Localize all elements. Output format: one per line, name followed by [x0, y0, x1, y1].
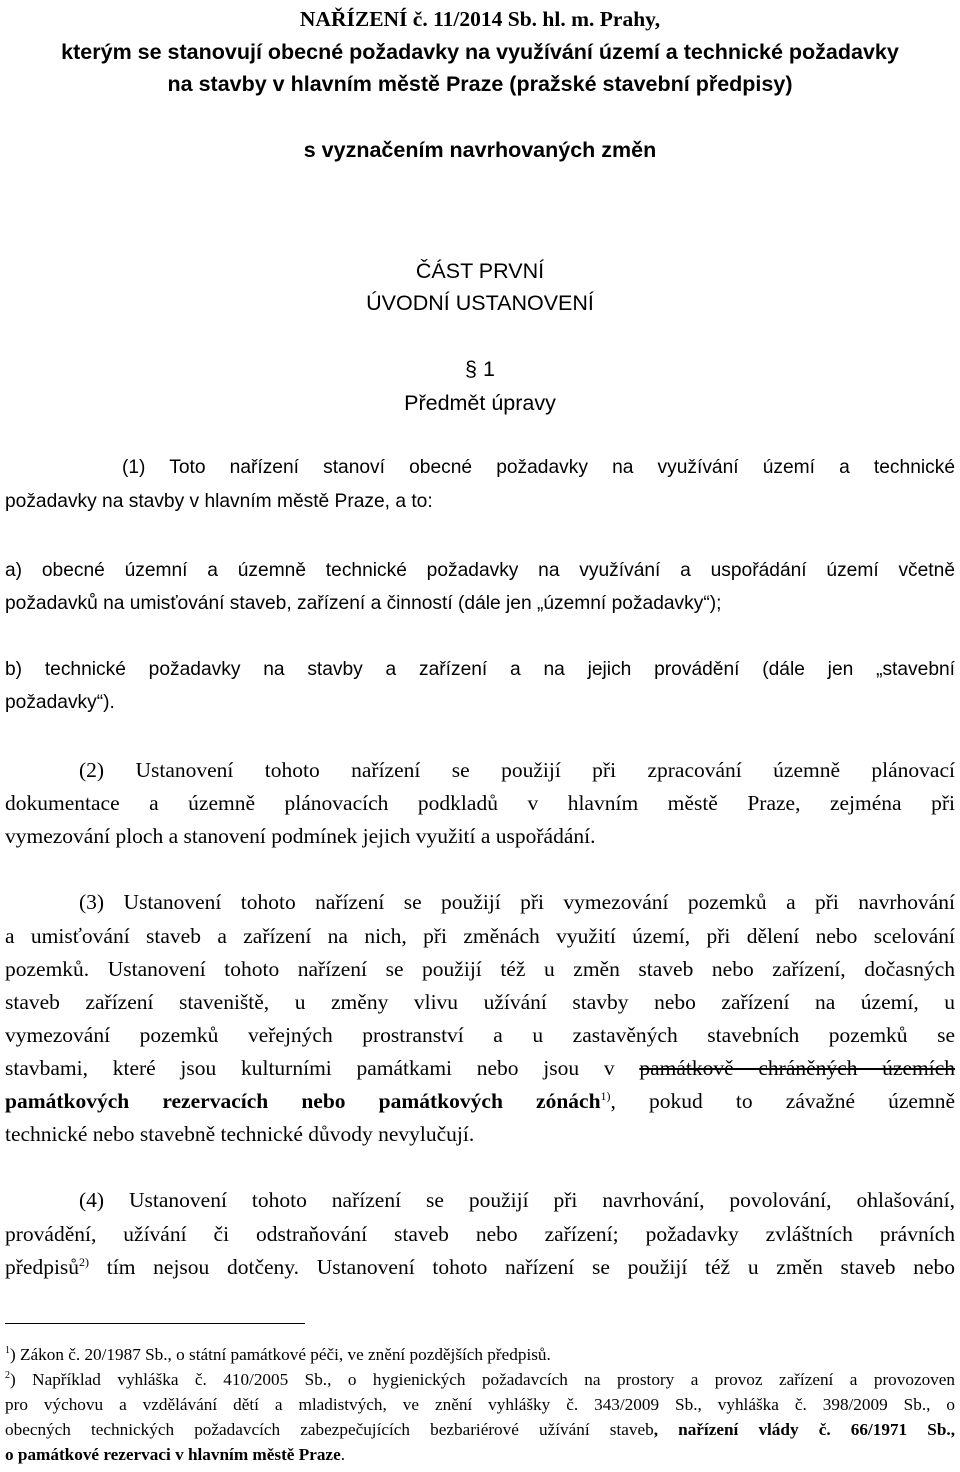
part-name: ÚVODNÍ USTANOVENÍ [366, 291, 594, 315]
paragraph-4-line3-text: předpisů [5, 1255, 80, 1279]
footnote-2-added-text-2: o památkové rezervaci v hlavním městě Praze [5, 1445, 341, 1464]
paragraph-2-line3: vymezování ploch a stanovení podmínek jejich využití a uspořádání. [5, 824, 596, 848]
document-subtitle-line1: kterým se stanovují obecné požadavky na využívání území a technické požadavky [61, 40, 899, 64]
footnote-2-line2: pro výchovu a vzdělávání dětí a mladistvých, ve znění vyhlášky č. 343/2009 Sb., vyhláška č. 398/2009 Sb., o [5, 1395, 955, 1414]
paragraph-4-line1: (4) Ustanovení tohoto nařízení se použijí při navrhování, povolování, ohlašování, [79, 1188, 955, 1212]
paragraph-3-line4: staveb zařízení staveniště, u změny vlivu užívání stavby nebo zařízení na území, u [5, 990, 955, 1014]
section-symbol: § 1 [465, 357, 495, 381]
footnote-ref-1: 1) [600, 1089, 611, 1103]
item-b-line1: b) technické požadavky na stavby a zařízení a na jejich provádění (dále jen „stavební [5, 659, 955, 680]
footnote-ref-2: 2) [79, 1255, 90, 1269]
paragraph-4-line3 [5, 1254, 955, 1280]
changes-note: s vyznačením navrhovaných změn [303, 138, 657, 162]
paragraph-3-line8: technické nebo stavebně technické důvody nevylučují. [5, 1122, 475, 1146]
deleted-text: památkově chráněných územích [639, 1056, 955, 1080]
paragraph-1-line2: požadavky na stavby v hlavním městě Praze, a to: [5, 491, 433, 512]
paragraph-3-line7 [5, 1088, 955, 1114]
item-a-line2: požadavků na umisťování staveb, zařízení a činností (dále jen „územní požadavky“); [5, 593, 722, 614]
paragraph-1-line1: (1) Toto nařízení stanoví obecné požadavky na využívání území a technické [122, 457, 955, 478]
paragraph-4-line2: provádění, užívání či odstraňování staveb nebo zařízení; požadavky zvláštních právních [5, 1222, 955, 1246]
footnote-1 [5, 1344, 551, 1366]
paragraph-4-line3-rest: tím nejsou dotčeny. Ustanovení tohoto nařízení se použijí též u změn staveb nebo [89, 1255, 955, 1279]
document-title: NAŘÍZENÍ č. 11/2014 Sb. hl. m. Prahy, [299, 7, 661, 31]
document-subtitle-line2: na stavby v hlavním městě Praze (pražské stavební předpisy) [167, 72, 793, 96]
footnote-2-added-text: , nařízení vlády č. 66/1971 Sb., [653, 1420, 955, 1439]
paragraph-3-line7-text: , pokud to závažné územně [610, 1089, 955, 1113]
added-text: památkových rezervacích nebo památkových zónách [5, 1089, 601, 1113]
paragraph-2-line2: dokumentace a územně plánovacích podkladů v hlavním městě Praze, zejména při [5, 791, 955, 815]
footnote-separator [5, 1323, 305, 1324]
part-number: ČÁST PRVNÍ [415, 259, 545, 283]
paragraph-3-line6 [5, 1055, 955, 1081]
paragraph-3-line3: pozemků. Ustanovení tohoto nařízení se použijí též u změn staveb nebo zařízení, dočasných [5, 957, 955, 981]
paragraph-3-line1: (3) Ustanovení tohoto nařízení se použijí při vymezování pozemků a při navrhování [79, 890, 955, 914]
footnote-2-line1 [5, 1369, 955, 1391]
paragraph-3-line2: a umisťování staveb a zařízení na nich, při změnách využití území, při dělení nebo scelování [5, 924, 955, 948]
footnote-2-line3 [5, 1419, 955, 1441]
item-a-line1: a) obecné územní a územně technické požadavky na využívání a uspořádání území včetně [5, 560, 955, 581]
footnote-2-line4-end: . [340, 1445, 345, 1464]
paragraph-3-line5: vymezování pozemků veřejných prostranství a u zastavěných stavebních pozemků se [5, 1023, 955, 1047]
section-title: Předmět úpravy [404, 391, 556, 415]
footnote-2-line3-text: obecných technických požadavcích zabezpečujících bezbariérové užívání staveb [5, 1420, 654, 1439]
footnote-2-text: ) Například vyhláška č. 410/2005 Sb., o hygienických požadavcích na prostory a provoz zařízení a provozoven [10, 1370, 955, 1389]
paragraph-2-line1: (2) Ustanovení tohoto nařízení se použijí při zpracování územně plánovací [79, 758, 955, 782]
footnote-2-line4 [5, 1444, 345, 1466]
footnote-2-mark: 2 [5, 1370, 10, 1381]
paragraph-3-line6-text: stavbami, které jsou kulturními památkami nebo jsou v [5, 1056, 640, 1080]
item-b-line2: požadavky“). [5, 692, 115, 713]
footnote-1-text: ) Zákon č. 20/1987 Sb., o státní památkové péči, ve znění pozdějších předpisů. [10, 1345, 551, 1364]
footnote-1-mark: 1 [5, 1345, 10, 1356]
